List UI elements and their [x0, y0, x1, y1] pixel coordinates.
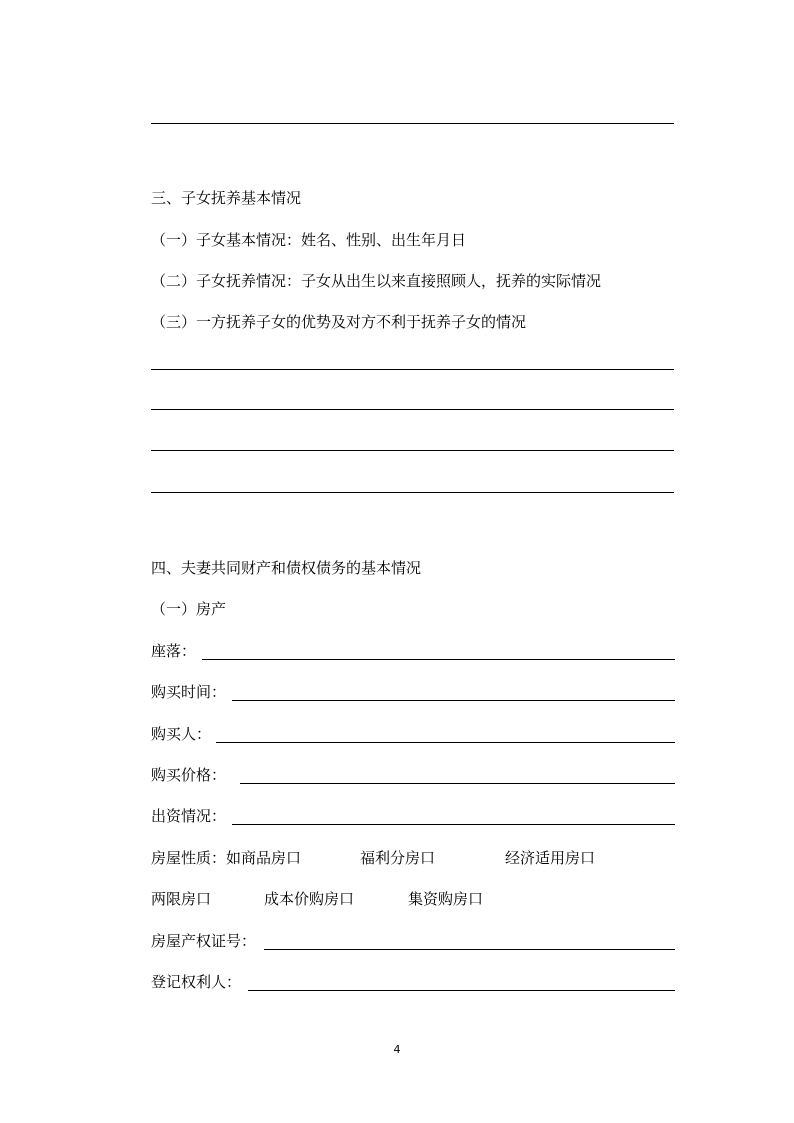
funding-field[interactable] — [151, 806, 675, 826]
cert-no-label: 房屋产权证号： — [151, 932, 257, 950]
answer-line-4[interactable] — [151, 492, 674, 493]
limited-label: 两限房 — [151, 890, 197, 908]
registered-owner-line[interactable] — [248, 990, 675, 991]
purchaser-label: 购买人： — [151, 725, 212, 743]
registered-owner-label: 登记权利人： — [151, 973, 242, 991]
cost-price-label: 成本价购房 — [264, 890, 340, 908]
cert-no-line[interactable] — [264, 949, 675, 950]
section-3-item-2: （二）子女抚养情况：子女从出生以来直接照顾人，抚养的实际情况 — [151, 272, 602, 290]
purchaser-line[interactable] — [216, 742, 675, 743]
checkbox-limited[interactable]: 口 — [196, 890, 212, 908]
affordable-label: 经济适用房 — [505, 849, 581, 867]
funding-label: 出资情况： — [151, 807, 227, 825]
welfare-label: 福利分房 — [360, 849, 421, 867]
answer-line-1[interactable] — [151, 369, 674, 370]
purchaser-field[interactable] — [151, 724, 675, 744]
answer-line-3[interactable] — [151, 450, 674, 451]
house-type-row-1 — [151, 848, 301, 868]
section-3-heading: 三、子女抚养基本情况 — [151, 189, 302, 207]
purchase-time-field[interactable] — [151, 682, 675, 702]
section-3-item-3: （三）一方抚养子女的优势及对方不利于抚养子女的情况 — [151, 313, 527, 331]
house-type-limited-option — [151, 889, 211, 909]
location-field[interactable] — [151, 641, 675, 661]
section-3-item-1: （一）子女基本情况：姓名、性别、出生年月日 — [151, 231, 467, 249]
registered-owner-field[interactable] — [151, 972, 675, 992]
answer-line-2[interactable] — [151, 409, 674, 410]
house-type-cost-price-option — [264, 889, 354, 909]
section-4-heading: 四、夫妻共同财产和债权债务的基本情况 — [151, 559, 422, 577]
checkbox-collective[interactable]: 口 — [468, 890, 484, 908]
house-type-label: 房屋性质：如商品房 — [151, 849, 287, 867]
purchase-time-line[interactable] — [232, 700, 675, 701]
purchase-price-field[interactable] — [151, 765, 675, 785]
blank-line-top — [151, 123, 674, 124]
purchase-price-line[interactable] — [240, 783, 675, 784]
checkbox-commercial[interactable]: 口 — [286, 849, 302, 867]
house-type-affordable-option — [505, 848, 595, 868]
purchase-time-label: 购买时间： — [151, 683, 227, 701]
purchase-price-label: 购买价格： — [151, 766, 227, 784]
collective-label: 集资购房 — [408, 890, 469, 908]
funding-line[interactable] — [232, 824, 675, 825]
checkbox-welfare[interactable]: 口 — [420, 849, 436, 867]
page-number: 4 — [393, 1043, 401, 1056]
house-type-welfare-option — [360, 848, 435, 868]
cert-no-field[interactable] — [151, 931, 675, 951]
checkbox-affordable[interactable]: 口 — [580, 849, 596, 867]
location-label: 座落： — [151, 642, 197, 660]
checkbox-cost-price[interactable]: 口 — [339, 890, 355, 908]
section-4-sub-1: （一）房产 — [151, 600, 227, 618]
house-type-collective-option — [408, 889, 483, 909]
location-line[interactable] — [202, 659, 675, 660]
